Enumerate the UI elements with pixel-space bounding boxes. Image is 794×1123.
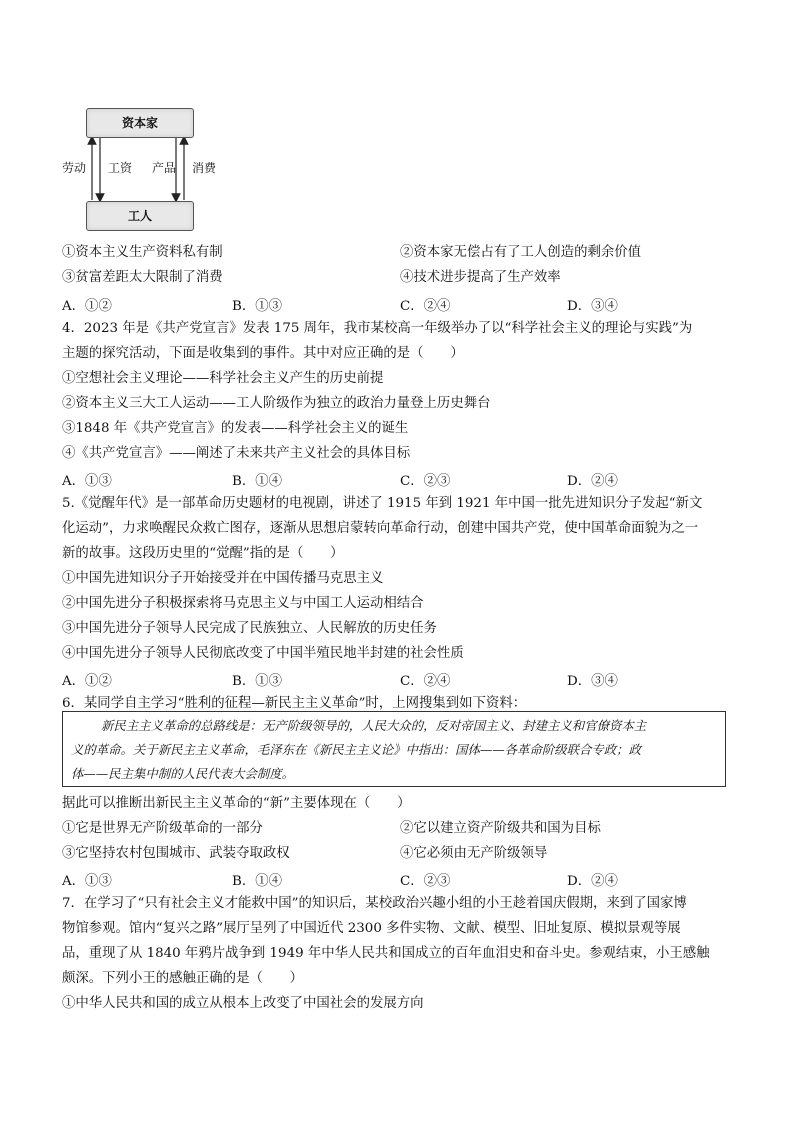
q3-item-2: ②资本家无偿占有了工人创造的剩余价值 [400,245,642,260]
q3-options [62,295,742,313]
q6-item-4: ④它必须由无产阶级领导 [400,846,548,861]
q7-stem-line-1: 7．在学习了“只有社会主义才能救中国”的知识后，某校政治兴趣小组的小王趁着国庆假期，来到了国家博 [62,896,687,911]
q3-item-1: ①资本主义生产资料私有制 [62,245,223,260]
option-c[interactable]: C．②③ [400,874,451,889]
q6-material-box [62,711,726,787]
q6-options [62,870,742,888]
q6-item-2: ②它以建立资产阶级共和国为目标 [400,821,601,836]
q4-item-2: ②资本主义三大工人运动——工人阶级作为独立的政治力量登上历史舞台 [62,396,491,411]
q3-item-4: ④技术进步提高了生产效率 [400,270,561,285]
q5-item-4: ④中国先进分子领导人民彻底改变了中国半殖民地半封建的社会性质 [62,646,464,661]
q7-item-1: ①中华人民共和国的成立从根本上改变了中国社会的发展方向 [62,996,424,1011]
q6-question: 据此可以推断出新民主主义革命的“新”主要体现在（ ） [62,796,411,811]
option-c[interactable]: C．②③ [400,474,451,489]
material-line-1: 新民主主义革命的总路线是：无产阶级领导的，人民大众的，反对帝国主义、封建主义和官僚资本主 [101,718,647,733]
option-d[interactable]: D．③④ [567,299,618,314]
labor-label: 劳动 [62,161,87,175]
option-a[interactable]: A．①② [62,674,112,689]
option-b[interactable]: B．①④ [232,474,283,489]
q5-item-1: ①中国先进知识分子开始接受并在中国传播马克思主义 [62,571,384,586]
option-b[interactable]: B．①③ [232,674,283,689]
option-a[interactable]: A．①③ [62,474,112,489]
wage-label: 工资 [108,161,133,175]
option-b[interactable]: B．①③ [232,299,283,314]
q7-stem-line-2: 物馆参观。馆内“复兴之路”展厅呈列了中国近代 2300 多件实物、文献、模型、旧址复原、模拟景观等展 [62,921,681,936]
q7-stem-line-3: 品，重现了从 1840 年鸦片战争到 1949 年中华人民共和国成立的百年血泪史和奋斗史。参观结束，小王感触 [62,946,710,961]
q5-stem-line-3: 新的故事。这段历史里的“觉醒”指的是（ ） [62,546,344,561]
material-line-2: 义的革命。关于新民主主义革命，毛泽东在《新民主主义论》中指出：国体——各革命阶级联合专政；政 [71,742,641,757]
option-d[interactable]: D．③④ [567,674,618,689]
q5-item-3: ③中国先进分子领导人民完成了民族独立、人民解放的历史任务 [62,621,437,636]
q6-stem: 6．某同学自主学习“胜利的征程—新民主主义革命”时，上网搜集到如下资料： [62,696,527,711]
capital-labor-diagram [62,104,222,232]
q5-stem-line-2: 化运动”，力求唤醒民众救亡图存，逐渐从思想启蒙转向革命行动，创建中国共产党，使中国革命面貌为之一 [62,521,699,536]
option-d[interactable]: D．②④ [567,874,618,889]
option-d[interactable]: D．②④ [567,474,618,489]
q4-item-3: ③1848 年《共产党宣言》的发表——科学社会主义的诞生 [62,421,409,436]
q7-stem-line-4: 颇深。下列小王的感触正确的是（ ） [62,971,304,986]
capitalist-box: 资本家 [86,108,194,138]
q6-item-1: ①它是世界无产阶级革命的一部分 [62,821,263,836]
material-line-3: 体——民主集中制的人民代表大会制度。 [71,766,295,781]
q5-options [62,670,742,688]
option-c[interactable]: C．②④ [400,674,451,689]
q4-item-4: ④《共产党宣言》——阐述了未来共产主义社会的具体目标 [62,446,411,461]
q4-stem-line-2: 主题的探究活动，下面是收集到的事件。其中对应正确的是（ ） [62,346,464,361]
option-b[interactable]: B．①④ [232,874,283,889]
option-c[interactable]: C．②④ [400,299,451,314]
q4-stem-line-1: 4．2023 年是《共产党宣言》发表 175 周年，我市某校高一年级举办了以“科学社会主义的理论与实践”为 [62,321,693,336]
q4-options [62,470,742,488]
q3-item-3: ③贫富差距太大限制了消费 [62,270,223,285]
product-label: 产品 [152,161,177,175]
consume-label: 消费 [192,161,217,175]
worker-box: 工人 [86,201,194,231]
q4-item-1: ①空想社会主义理论——科学社会主义产生的历史前提 [62,371,384,386]
option-a[interactable]: A．①② [62,299,112,314]
q5-stem-line-1: 5.《觉醒年代》是一部革命历史题材的电视剧，讲述了 1915 年到 1921 年中国一批先进知识分子发起“新文 [62,496,703,511]
q6-item-3: ③它坚持农村包围城市、武装夺取政权 [62,846,290,861]
q5-item-2: ②中国先进分子积极探索将马克思主义与中国工人运动相结合 [62,596,424,611]
option-a[interactable]: A．①③ [62,874,112,889]
